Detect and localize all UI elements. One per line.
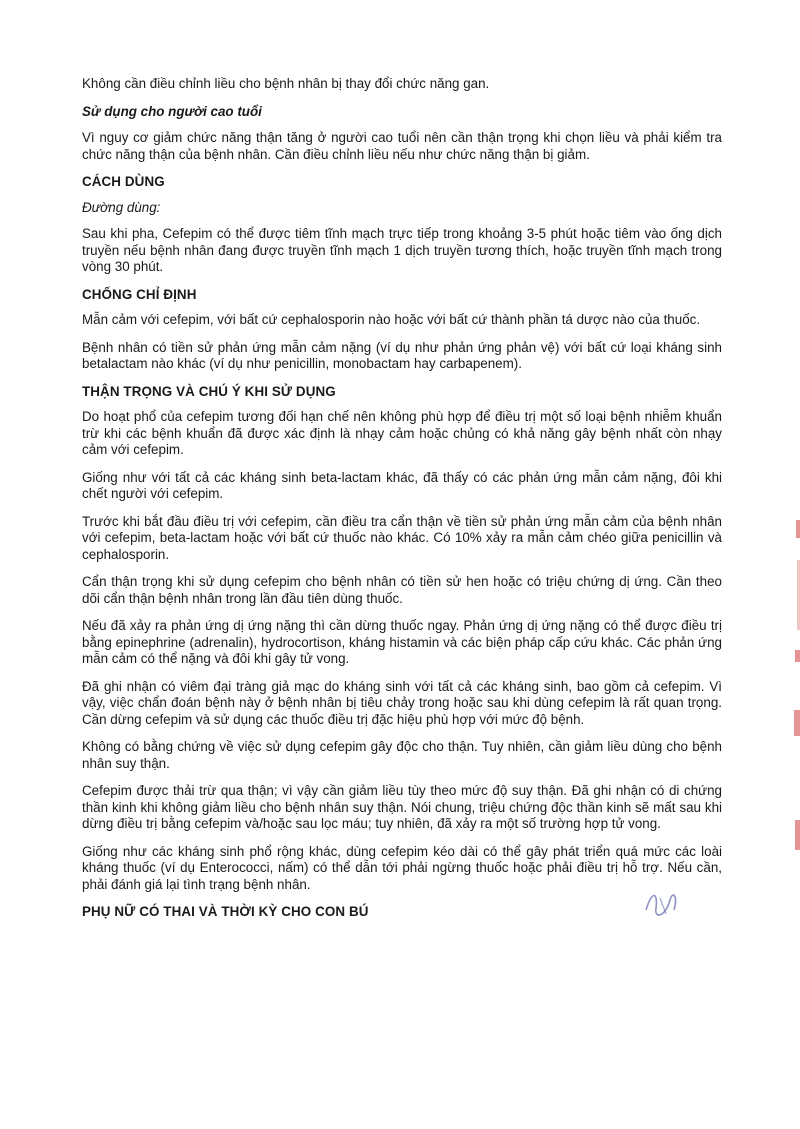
handwritten-mark-icon — [640, 880, 686, 926]
heading-precautions: THẬN TRỌNG VÀ CHÚ Ý KHI SỬ DỤNG — [82, 383, 336, 399]
paragraph-liver-dosing: Không cần điều chỉnh liều cho bệnh nhân bị thay đổi chức năng gan. — [82, 76, 490, 91]
paragraph-contraindication-1: Mẫn cảm với cefepim, với bất cứ cephalosporin nào hoặc với bất cứ thành phần tá dược nào của thuốc. — [82, 312, 701, 327]
paragraph-contraindication-2: Bệnh nhân có tiền sử phản ứng mẫn cảm nặng (ví dụ như phản ứng phản vệ) với bất cứ loại kháng sinh betalactam nào khác (ví dụ như penicillin, monobactam hay carbapenem). — [82, 339, 722, 371]
paragraph-precaution-4: Cẩn thận trọng khi sử dụng cefepim cho bệnh nhân có tiền sử hen hoặc có triệu chứng dị ứng. Cần theo dõi cẩn thận bệnh nhân trong lần đầu tiên dùng thuốc. — [82, 574, 722, 606]
document-page — [82, 76, 722, 930]
paragraph-elderly: Vì nguy cơ giảm chức năng thận tăng ở người cao tuổi nên cần thận trọng khi chọn liều và phải kiểm tra chức năng thận của bệnh nhân. Cần điều chỉnh liều nếu như chức năng thận bị giảm. — [82, 130, 722, 162]
paragraph-precaution-7: Không có bằng chứng về việc sử dụng cefepim gây độc cho thận. Tuy nhiên, cần giảm liều dùng cho bệnh nhân suy thận. — [82, 739, 722, 771]
heading-contraindications: CHỐNG CHỈ ĐỊNH — [82, 286, 197, 302]
paragraph-precaution-2: Giống như với tất cả các kháng sinh beta-lactam khác, đã thấy có các phản ứng mẫn cảm nặng, đôi khi chết người với cefepim. — [82, 469, 722, 501]
scan-edge-marks — [786, 520, 800, 860]
subheading-route: Đường dùng: — [82, 199, 161, 215]
heading-pregnancy: PHỤ NỮ CÓ THAI VÀ THỜI KỲ CHO CON BÚ — [82, 904, 369, 919]
paragraph-route: Sau khi pha, Cefepim có thể được tiêm tĩnh mạch trực tiếp trong khoảng 3-5 phút hoặc tiêm vào ống dịch truyền nếu bệnh nhân đang được truyền tĩnh mạch 1 dịch truyền tương thích, hoặc truyền tĩnh mạch trong vòng 30 phút. — [82, 226, 722, 274]
paragraph-precaution-8: Cefepim được thải trừ qua thận; vì vậy cần giảm liều tùy theo mức độ suy thận. Đã ghi nhận có di chứng thần kinh khi không giảm liều cho bệnh nhân suy thận. Nói chung, triệu chứng độc thần kinh sẽ mất sau khi dừng điều trị bằng cefepim và/hoặc sau lọc máu; tuy nhiên, đã xảy ra một số trường hợp tử vong. — [82, 783, 722, 831]
paragraph-precaution-6: Đã ghi nhận có viêm đại tràng giả mạc do kháng sinh với tất cả các kháng sinh, bao gồm cả cefepim. Vì vậy, việc chẩn đoán bệnh này ở bệnh nhân bị tiêu chảy trong hoặc sau khi dùng cefepim là rất quan trọng. Cần dừng cefepim và sử dụng các thuốc điều trị đặc hiệu phù hợp với mức độ bệnh. — [82, 678, 722, 727]
heading-usage: CÁCH DÙNG — [82, 174, 165, 189]
paragraph-precaution-3: Trước khi bắt đầu điều trị với cefepim, cần điều tra cẩn thận về tiền sử phản ứng mẫn cảm của bệnh nhân với cefepim, beta-lactam hoặc với bất cứ thuốc nào khác. Có 10% xảy ra mẫn cảm chéo giữa penicillin và cephalosporin. — [82, 513, 722, 562]
paragraph-precaution-9: Giống như các kháng sinh phổ rộng khác, dùng cefepim kéo dài có thể gây phát triển quá mức các loài kháng thuốc (ví dụ Enterococci, nấm) có thể dẫn tới phải ngừng thuốc hoặc phải điều trị hỗ trợ. Nếu cần, phải đánh giá lại tình trạng bệnh nhân. — [82, 843, 722, 892]
paragraph-precaution-1: Do hoạt phổ của cefepim tương đối hạn chế nên không phù hợp để điều trị một số loại bệnh nhiễm khuẩn trừ khi các bệnh khuẩn đã được xác định là nhạy cảm hoặc chủng có khả năng gây bệnh nhất còn nhạy cảm với cefepim. — [82, 409, 722, 457]
subheading-elderly: Sử dụng cho người cao tuổi — [82, 103, 262, 119]
paragraph-precaution-5: Nếu đã xảy ra phản ứng dị ứng nặng thì cần dừng thuốc ngay. Phản ứng dị ứng nặng có thể được điều trị bằng epinephrine (adrenalin), hydrocortison, kháng histamin và các biện pháp cấp cứu khác. Các phản ứng mẫn cảm có thể nặng và đôi khi gây tử vong. — [82, 618, 722, 666]
